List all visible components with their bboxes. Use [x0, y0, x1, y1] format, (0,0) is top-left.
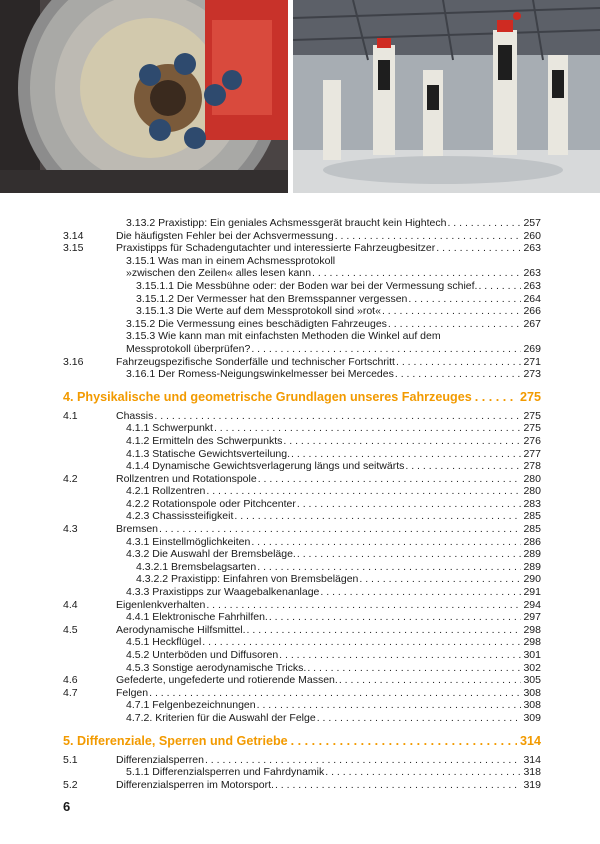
entry-title: 4.3.2 Die Auswahl der Bremsbeläge.	[126, 548, 296, 561]
entry-page: 285	[523, 523, 541, 536]
toc-entry[interactable]	[63, 318, 541, 331]
entry-title: 4.3.1 Einstellmöglichkeiten	[126, 535, 251, 548]
entry-title: 4.5.1 Heckflügel	[126, 636, 202, 649]
entry-title: Differenzialsperren im Motorsport.	[116, 778, 274, 791]
leader-dots	[335, 230, 522, 243]
leader-dots	[251, 343, 521, 356]
toc-entry[interactable]	[63, 548, 541, 561]
toc-entry[interactable]	[63, 343, 541, 356]
entry-page: 305	[523, 674, 541, 687]
entry-page: 297	[523, 611, 541, 624]
entry-title: 3.15.3 Wie kann man mit einfachsten Methoden die Winkel auf dem	[126, 330, 441, 343]
entry-page: 308	[523, 699, 541, 712]
entry-page: 267	[523, 317, 541, 330]
section-number: 3.15	[63, 242, 84, 255]
entry-page: 318	[523, 766, 541, 779]
entry-page: 301	[523, 649, 541, 661]
leader-dots	[206, 599, 521, 612]
entry-title: 3.13.2 Praxistipp: Ein geniales Achsmessgerät braucht kein Hightech	[126, 217, 447, 229]
entry-page: 309	[523, 711, 541, 724]
entry-title: 4.4.1 Elektronische Fahrhilfen.	[126, 611, 268, 624]
entry-page: 314	[523, 753, 541, 766]
leader-dots	[312, 267, 521, 280]
entry-page: 289	[523, 560, 541, 573]
toc-entry[interactable]	[63, 230, 541, 243]
entry-page: 280	[523, 485, 541, 498]
entry-title: Fahrzeugspezifische Sonderfälle und technischer Fortschritt	[116, 355, 395, 368]
entry-title: 4.5.2 Unterböden und Diffusoren	[126, 649, 279, 661]
entry-title: 3.15.1.1 Die Messbühne oder: der Boden war bei der Vermessung schief.	[136, 279, 478, 292]
toc-entry[interactable]	[63, 536, 541, 549]
leader-dots	[325, 766, 521, 779]
entry-page: 273	[523, 368, 541, 381]
entry-page: 260	[523, 229, 541, 242]
chapter-heading[interactable]	[63, 730, 541, 752]
entry-title: 4.5.3 Sonstige aerodynamische Tricks.	[126, 661, 307, 674]
entry-page: 319	[523, 778, 541, 791]
entry-page: 298	[523, 623, 541, 636]
leader-dots	[279, 649, 521, 662]
entry-page: 298	[523, 636, 541, 649]
section-number: 4.5	[63, 623, 78, 636]
toc-entry[interactable]	[63, 649, 541, 662]
entry-page: 294	[523, 598, 541, 611]
leader-dots	[206, 485, 521, 498]
entry-title: 3.15.1 Was man in einem Achsmessprotokoll	[126, 254, 336, 267]
toc-entry[interactable]	[63, 473, 541, 486]
entry-title: Chassis	[116, 409, 154, 422]
toc-entry[interactable]	[63, 636, 541, 649]
section-number: 4.3	[63, 523, 78, 536]
entry-title: Eigenlenkverhalten	[116, 598, 206, 611]
entry-page: 290	[523, 573, 541, 586]
leader-dots	[154, 410, 521, 423]
leader-dots	[436, 242, 521, 255]
entry-title: 4.3.2.1 Bremsbelagsarten	[136, 560, 257, 573]
leader-dots	[447, 217, 521, 230]
entry-title: Gefederte, ungefederte und rotierende Massen.	[116, 674, 338, 687]
table-of-contents	[63, 217, 541, 791]
entry-page: 289	[523, 548, 541, 561]
leader-dots	[297, 498, 522, 511]
toc-entry[interactable]	[63, 687, 541, 700]
entry-page: 275	[523, 422, 541, 435]
leader-dots	[275, 779, 522, 792]
entry-page: 276	[523, 434, 541, 447]
section-number: 4.4	[63, 598, 78, 611]
chapter-page: 314	[519, 733, 541, 748]
leader-dots	[478, 280, 521, 293]
entry-page: 263	[523, 279, 541, 292]
leader-dots	[257, 699, 522, 712]
entry-page: 277	[523, 447, 541, 460]
wheel-alignment-rig-photo-icon	[293, 0, 600, 193]
toc-entry[interactable]	[63, 485, 541, 498]
leader-dots	[388, 318, 522, 331]
leader-dots	[475, 386, 517, 408]
entry-page: 269	[523, 342, 541, 355]
toc-entry[interactable]	[63, 523, 541, 536]
entry-page: 280	[523, 472, 541, 485]
toc-entry[interactable]	[63, 356, 541, 369]
entry-page: 264	[523, 292, 541, 305]
toc-entry[interactable]	[63, 573, 541, 586]
leader-dots	[291, 448, 521, 461]
entry-title: 4.2.2 Rotationspole oder Pitchcenter	[126, 497, 296, 510]
entry-title: 4.3.3 Praxistipps zur Waagebalkenanlage	[126, 586, 320, 599]
toc-entry[interactable]	[63, 293, 541, 306]
toc-entry[interactable]	[63, 255, 541, 268]
toc-entry[interactable]	[63, 712, 541, 725]
leader-dots	[307, 662, 521, 675]
toc-entry[interactable]	[63, 674, 541, 687]
toc-entry[interactable]	[63, 267, 541, 280]
entry-title: Differenzialsperren	[116, 753, 204, 766]
toc-entry[interactable]	[63, 448, 541, 461]
entry-page: 257	[523, 217, 541, 229]
entry-page: 271	[523, 355, 541, 368]
entry-page: 263	[523, 267, 541, 280]
toc-entry[interactable]	[63, 305, 541, 318]
section-number: 3.16	[63, 355, 84, 368]
entry-page: 285	[523, 510, 541, 523]
leader-dots	[269, 611, 522, 624]
leader-dots	[320, 586, 521, 599]
entry-title: Rollzentren und Rotationspole	[116, 472, 257, 485]
page-number: 6	[63, 799, 71, 814]
entry-page: 302	[523, 661, 541, 674]
entry-title: Praxistipps für Schadengutachter und interessierte Fahrzeugbesitzer	[116, 242, 436, 255]
toc-entry[interactable]	[63, 330, 541, 343]
toc-entry[interactable]	[63, 611, 541, 624]
leader-dots	[234, 510, 521, 523]
section-number: 4.2	[63, 472, 78, 485]
toc-entry[interactable]	[63, 766, 541, 779]
entry-page: 291	[523, 586, 541, 599]
leader-dots	[257, 561, 521, 574]
entry-title: 4.2.1 Rollzentren	[126, 485, 206, 498]
entry-title: Die häufigsten Fehler bei der Achsvermessung	[116, 229, 334, 242]
toc-entry[interactable]	[63, 410, 541, 423]
leader-dots	[317, 712, 522, 725]
section-number: 3.14	[63, 229, 84, 242]
toc-entry[interactable]	[63, 561, 541, 574]
entry-title: 4.1.2 Ermitteln des Schwerpunkts	[126, 434, 283, 447]
leader-dots	[395, 368, 522, 381]
section-number: 5.1	[63, 753, 78, 766]
entry-title: 4.1.1 Schwerpunkt	[126, 422, 213, 435]
toc-entry[interactable]	[63, 460, 541, 473]
entry-title: 4.7.2. Kriterien für die Auswahl der Felge	[126, 711, 316, 724]
entry-title: Bremsen	[116, 523, 159, 536]
section-number: 4.6	[63, 674, 78, 687]
toc-entry[interactable]	[63, 586, 541, 599]
toc-entry[interactable]	[63, 624, 541, 637]
entry-title: Felgen	[116, 686, 149, 699]
leader-dots	[382, 305, 522, 318]
entry-title: 4.3.2.2 Praxistipp: Einfahren von Bremsbelägen	[136, 573, 359, 586]
wheel-alignment-rig-photo	[293, 0, 600, 193]
leader-dots	[396, 356, 521, 369]
entry-page: 283	[523, 497, 541, 510]
entry-title: »zwischen den Zeilen« alles lesen kann	[126, 267, 312, 280]
entry-page: 275	[523, 409, 541, 422]
toc-entry[interactable]	[63, 242, 541, 255]
chapter-page: 275	[519, 389, 541, 404]
entry-title: 4.1.4 Dynamische Gewichtsverlagerung längs und seitwärts	[126, 460, 405, 473]
entry-title: Messprotokoll überprüfen?	[126, 342, 251, 355]
toc-entry[interactable]	[63, 699, 541, 712]
leader-dots	[214, 422, 522, 435]
entry-page: 266	[523, 305, 541, 318]
section-number: 4.1	[63, 409, 78, 422]
leader-dots	[408, 293, 521, 306]
toc-entry[interactable]	[63, 779, 541, 792]
entry-title: 3.15.1.3 Die Werte auf dem Messprotokoll sind »rot«	[136, 305, 381, 318]
toc-entry[interactable]	[63, 510, 541, 523]
entry-title: 4.7.1 Felgenbezeichnungen	[126, 699, 256, 712]
chapter-heading[interactable]	[63, 386, 541, 408]
leader-dots	[247, 624, 522, 637]
leader-dots	[291, 730, 517, 752]
entry-title: Aerodynamische Hilfsmittel.	[116, 623, 246, 636]
brake-disc-photo-icon	[0, 0, 288, 193]
leader-dots	[359, 573, 521, 586]
leader-dots	[283, 435, 521, 448]
section-number: 5.2	[63, 778, 78, 791]
leader-dots	[251, 536, 521, 549]
toc-entry[interactable]	[63, 599, 541, 612]
entry-title: 3.15.2 Die Vermessung eines beschädigten Fahrzeuges	[126, 317, 387, 330]
entry-title: 4.2.3 Chassissteifigkeit	[126, 510, 234, 523]
entry-page: 308	[523, 686, 541, 699]
toc-entry[interactable]	[63, 662, 541, 675]
entry-title: 5.1.1 Differenzialsperren und Fahrdynamik	[126, 766, 325, 779]
leader-dots	[159, 523, 521, 536]
leader-dots	[297, 548, 522, 561]
leader-dots	[405, 460, 521, 473]
entry-title: 4.1.3 Statische Gewichtsverteilung.	[126, 447, 291, 460]
entry-title: 3.15.1.2 Der Vermesser hat den Bremsspanner vergessen	[136, 292, 408, 305]
leader-dots	[205, 754, 522, 767]
toc-entry[interactable]	[63, 368, 541, 381]
brake-disc-photo	[0, 0, 288, 193]
toc-entry[interactable]	[63, 435, 541, 448]
section-number: 4.7	[63, 686, 78, 699]
leader-dots	[149, 687, 521, 700]
entry-page: 263	[523, 242, 541, 255]
leader-dots	[258, 473, 522, 486]
chapter-title: 5. Differenziale, Sperren und Getriebe	[63, 733, 288, 748]
leader-dots	[202, 636, 521, 649]
toc-entry[interactable]	[63, 422, 541, 435]
toc-entry[interactable]	[63, 754, 541, 767]
toc-entry[interactable]	[63, 498, 541, 511]
entry-title: 3.16.1 Der Romess-Neigungswinkelmesser bei Mercedes	[126, 368, 394, 381]
chapter-title: 4. Physikalische und geometrische Grundlagen unseres Fahrzeuges	[63, 389, 472, 404]
entry-page: 278	[523, 460, 541, 473]
toc-entry[interactable]	[63, 217, 541, 230]
toc-entry[interactable]	[63, 280, 541, 293]
leader-dots	[339, 674, 522, 687]
entry-page: 286	[523, 535, 541, 548]
